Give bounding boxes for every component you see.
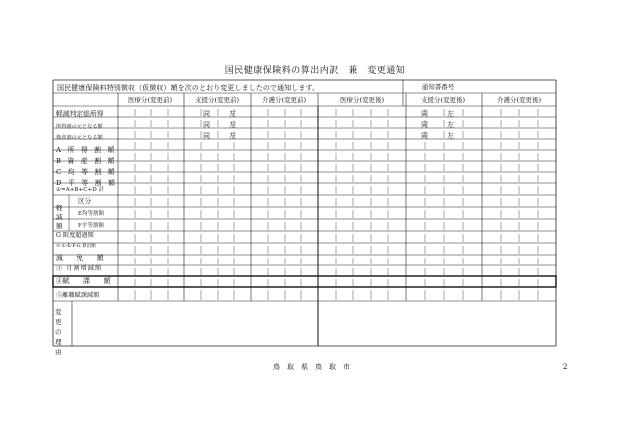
- column-header-medical-before: 医療分(変更前): [127, 96, 173, 104]
- same-as-left-support-3: 同 左: [203, 132, 242, 140]
- row-label-d-flat: D 平 等 割 額: [56, 179, 118, 187]
- same-as-left-support-after-2: 同 左: [421, 121, 460, 129]
- row-label-b-asset: B 資 産 割 額: [56, 157, 117, 165]
- reduction-f-flat: F平等割額: [78, 223, 104, 229]
- row-label-g-limit: G 限度超過額: [56, 232, 94, 239]
- issuer-name: 鳥取県鳥取市: [273, 363, 357, 371]
- change-reason-label: 変更の理由: [55, 308, 62, 356]
- column-header-medical-after: 医療分(変更後): [339, 96, 385, 104]
- row-label-c-equal: C 均 等 割 額: [56, 168, 117, 176]
- same-as-left-support-1: 同 左: [203, 110, 242, 118]
- page-number: 2: [563, 363, 568, 371]
- row-label-levy: ④賦 課 額: [56, 277, 111, 285]
- reduction-label: 軽減額: [56, 204, 63, 230]
- document-title: 国民健康保険料の算出内訳 兼 変更通知: [224, 66, 406, 76]
- row-label-unemployment: ⑤離職賦課減額: [56, 292, 100, 299]
- levy-row-box: [53, 276, 556, 287]
- row-label-income-judgment: 軽減判定総所得: [56, 110, 104, 118]
- column-header-care-before: 介護分(変更前): [261, 96, 307, 104]
- reduction-e-equal: E均等割額: [78, 211, 105, 217]
- reduction-category: 区分: [78, 197, 91, 205]
- same-as-left-support-after-3: 同 左: [421, 132, 460, 140]
- column-header-support-after: 支援分(変更後): [420, 96, 466, 104]
- row-label-total-1: ①=A+B+C+D 計: [56, 187, 105, 193]
- notice-number-label: 通知書番号: [421, 83, 455, 91]
- change-reason-field[interactable]: [72, 304, 297, 346]
- same-as-left-support-2: 同 左: [203, 121, 242, 129]
- row-label-income-basis: 所得割の元となる額: [56, 124, 103, 130]
- row-label-monthly-adjust: ③ 月割増減額: [56, 265, 103, 272]
- column-header-support-before: 支援分(変更前): [194, 96, 240, 104]
- row-label-exemption: 減 免 額: [56, 254, 104, 262]
- same-as-left-support-after-1: 同 左: [421, 110, 460, 118]
- intro-text: 国民健康保険料特別徴収（仮徴収）額を次のとおり変更しましたので通知します。: [57, 84, 320, 92]
- row-label-asset-basis: 資産割の元となる額: [56, 135, 103, 141]
- column-header-care-after: 介護分(変更後): [496, 96, 542, 104]
- row-label-computed: ②-①-E-F-G 算出額: [56, 244, 96, 249]
- row-label-a-income: A 所 得 割 額: [56, 146, 117, 154]
